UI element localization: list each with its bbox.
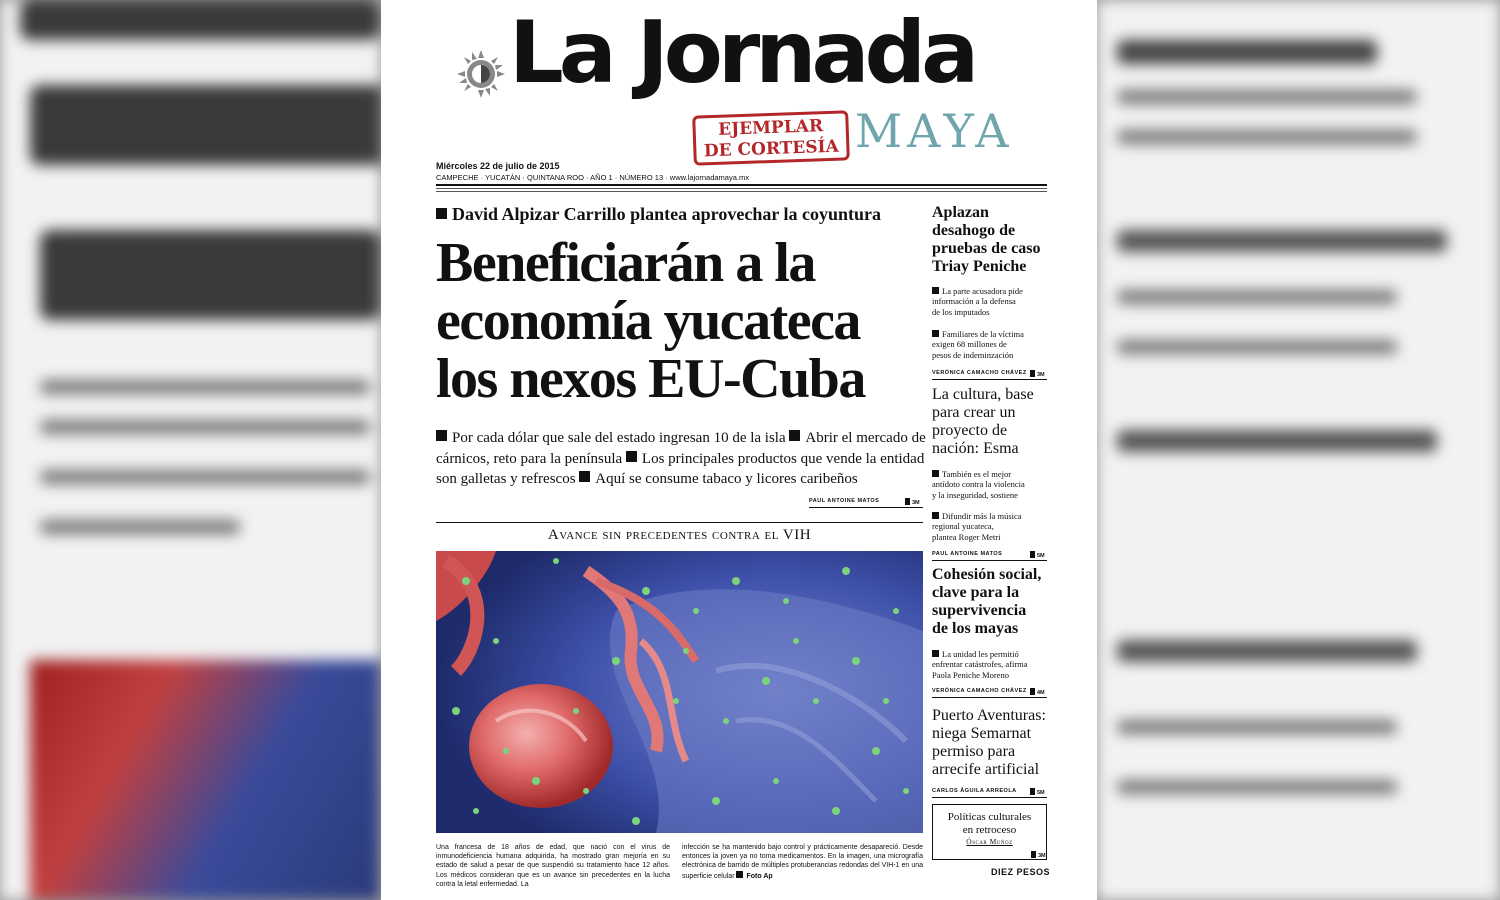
page-ref-text: 3M — [1038, 853, 1046, 859]
sub-line: Familiares de la víctima — [942, 329, 1024, 339]
masthead-rule-thin — [436, 188, 1047, 189]
byline-rule — [809, 507, 923, 508]
deck-item: Los principales productos que vende la entidad son galletas y refrescos — [436, 450, 925, 487]
opinion-author: Óscar Muñoz — [966, 837, 1013, 846]
sidebar-story-4-headline[interactable] — [932, 707, 1050, 779]
sidebar-story-1-sub-2 — [932, 329, 1050, 360]
headline-line: Beneficiarán a la — [436, 232, 815, 294]
stamp-line-1: EJEMPLAR — [717, 116, 824, 140]
byline-rule — [932, 697, 1047, 698]
headline-line: Aplazan — [932, 204, 989, 221]
issue-date: Miércoles 22 de julio de 2015 — [436, 161, 560, 171]
photo-caption-left: Una francesa de 18 años de edad, que nació con el virus de inmunodeficiencia humana adquirida, ha mostrado gran mejoría en su estado de salud a pesar de que suspendió su tratamiento hace 12 años. Los médicos consideran que es un avance sin precedentes en la lucha contra la letal enfermedad. La — [436, 844, 670, 888]
headline-line: desahogo de — [932, 222, 1016, 239]
page-ref-text: 5M — [1037, 553, 1045, 559]
sub-line: La parte acusadora pide — [942, 286, 1023, 296]
photo-credit: Foto Ap — [746, 872, 773, 880]
sidebar-story-3-headline[interactable] — [932, 566, 1050, 638]
bullet-square-icon — [932, 650, 939, 657]
lead-byline: PAUL ANTOINE MATOS — [809, 498, 880, 504]
bullet-square-icon — [932, 512, 939, 519]
lead-deck — [436, 428, 926, 490]
byline-rule — [932, 560, 1047, 561]
page-ref-text: 3M — [912, 500, 920, 506]
headline-line: arrecife artificial — [932, 761, 1040, 778]
bullet-square-icon — [736, 871, 743, 878]
sub-line: Paola Peniche Moreno — [932, 669, 1009, 680]
opinion-page-ref — [1031, 851, 1046, 859]
sidebar-story-1-sub-1 — [932, 286, 1050, 317]
sub-line: y la inseguridad, sostiene — [932, 489, 1018, 500]
headline-line: nación: Esma — [932, 440, 1019, 457]
headline-line: Cohesión social, — [932, 566, 1042, 583]
byline-rule — [932, 379, 1047, 380]
photo-caption-right — [682, 843, 923, 881]
sub-line: antídoto contra la violencia — [932, 479, 1025, 490]
deck-item: Abrir el mercado de cárnicos, reto para la península — [436, 430, 926, 467]
headline-line: pruebas de caso — [932, 240, 1041, 257]
sub-line: de los imputados — [932, 306, 990, 317]
page-ref-text: 5M — [1037, 790, 1045, 796]
photo-caption-right-text: infección se ha mantenido bajo control y prácticamente desapareció. Desde entonces la joven ya no toma medicamentos. En la imagen, una micrografía electrónica de barrido de múltiples protuberancias redondas del VIH-1 en una superficie celular — [682, 844, 923, 880]
sidebar-story-3-sub-1 — [932, 649, 1050, 680]
sidebar-story-3-byline: VERÓNICA CAMACHO CHÁVEZ — [932, 688, 1027, 694]
lead-headline[interactable] — [436, 234, 936, 408]
sub-line: plantea Roger Metri — [932, 531, 1001, 542]
bullet-square-icon — [932, 287, 939, 294]
hiv-micrograph-photo[interactable] — [436, 551, 923, 833]
page-ref-text: 3M — [1037, 372, 1045, 378]
bullet-square-icon — [436, 430, 447, 441]
headline-line: Puerto Aventuras: — [932, 707, 1046, 724]
headline-line: niega Semarnat — [932, 725, 1032, 742]
issue-location-line: CAMPECHE · YUCATÁN · QUINTANA ROO · AÑO 1 · NÚMERO 13 · www.lajornadamaya.mx — [436, 173, 749, 182]
newspaper-front-page — [381, 0, 1097, 900]
photo-title: Avance sin precedentes contra el VIH — [547, 527, 812, 543]
sub-line: información a la defensa — [932, 296, 1016, 307]
opinion-box[interactable] — [932, 804, 1047, 860]
headline-line: proyecto de — [932, 422, 1008, 439]
edition-name: MAYA — [855, 104, 1014, 158]
headline-line: supervivencia — [932, 602, 1027, 619]
stamp-line-2: DE CORTESÍA — [703, 136, 840, 162]
sidebar-story-2-sub-1 — [932, 469, 1050, 500]
lead-kicker-text: David Alpizar Carrillo plantea aprovechar la coyuntura — [452, 204, 882, 224]
bullet-square-icon — [932, 470, 939, 477]
bullet-square-icon — [579, 471, 590, 482]
sidebar-story-4-page-ref — [1030, 788, 1045, 796]
headline-line: de los mayas — [932, 620, 1019, 637]
sub-line: enfrentar catástrofes, afirma — [932, 659, 1028, 670]
headline-line: los nexos EU-Cuba — [436, 348, 865, 410]
sidebar-story-2-sub-2 — [932, 511, 1050, 542]
lead-kicker — [436, 204, 881, 225]
sidebar-story-3-page-ref — [1030, 688, 1045, 696]
masthead — [381, 0, 1097, 190]
sub-line: pesos de indeminzación — [932, 349, 1014, 360]
bullet-square-icon — [436, 208, 447, 219]
deck-item: Por cada dólar que sale del estado ingresan 10 de la isla — [452, 430, 786, 446]
sidebar-story-2-byline: PAUL ANTOINE MATOS — [932, 551, 1003, 557]
sub-line: También es el mejor — [942, 469, 1012, 479]
headline-line: clave para la — [932, 584, 1020, 601]
price: DIEZ PESOS — [991, 867, 1051, 877]
headline-line: Triay Peniche — [932, 258, 1027, 275]
sun-logo-icon — [455, 48, 507, 100]
bullet-square-icon — [932, 330, 939, 337]
lead-page-ref — [905, 498, 920, 506]
headline-line: economía yucateca — [436, 290, 860, 352]
opinion-title-line: en retroceso — [962, 824, 1017, 836]
sidebar-story-1-byline: VERÓNICA CAMACHO CHÁVEZ — [932, 370, 1027, 376]
bullet-square-icon — [626, 451, 637, 462]
blurred-left-panel — [0, 0, 381, 900]
masthead-rule-thin-2 — [436, 191, 1047, 192]
sidebar-story-1-headline[interactable] — [932, 204, 1050, 276]
headline-line: para crear un — [932, 404, 1016, 421]
masthead-rule — [436, 184, 1047, 186]
blurred-right-panel — [1097, 0, 1500, 900]
courtesy-stamp — [692, 110, 850, 165]
logo-wordmark: La Jornada — [509, 3, 975, 103]
sidebar-story-4-byline: CARLOS ÁGUILA ARREOLA — [932, 788, 1017, 794]
photo-section-rule — [436, 522, 923, 523]
opinion-title — [933, 811, 1046, 837]
sub-line: Difundir más la música — [942, 511, 1022, 521]
headline-line: La cultura, base — [932, 386, 1034, 403]
deck-item: Aquí se consume tabaco y licores caribeños — [595, 471, 858, 487]
byline-rule — [932, 797, 1047, 798]
sub-line: exigen 68 millones de — [932, 339, 1007, 350]
sidebar-story-1-page-ref — [1030, 370, 1045, 378]
micrograph-illustration — [436, 551, 923, 833]
sub-line: La unidad les permitió — [942, 649, 1019, 659]
sidebar-story-2-page-ref — [1030, 551, 1045, 559]
bullet-square-icon — [789, 430, 800, 441]
headline-line: permiso para — [932, 743, 1016, 760]
page-ref-text: 4M — [1037, 690, 1045, 696]
sidebar-story-2-headline[interactable] — [932, 386, 1050, 458]
opinion-title-line: Políticas culturales — [947, 811, 1032, 823]
sub-line: regional yucateca, — [932, 521, 994, 532]
